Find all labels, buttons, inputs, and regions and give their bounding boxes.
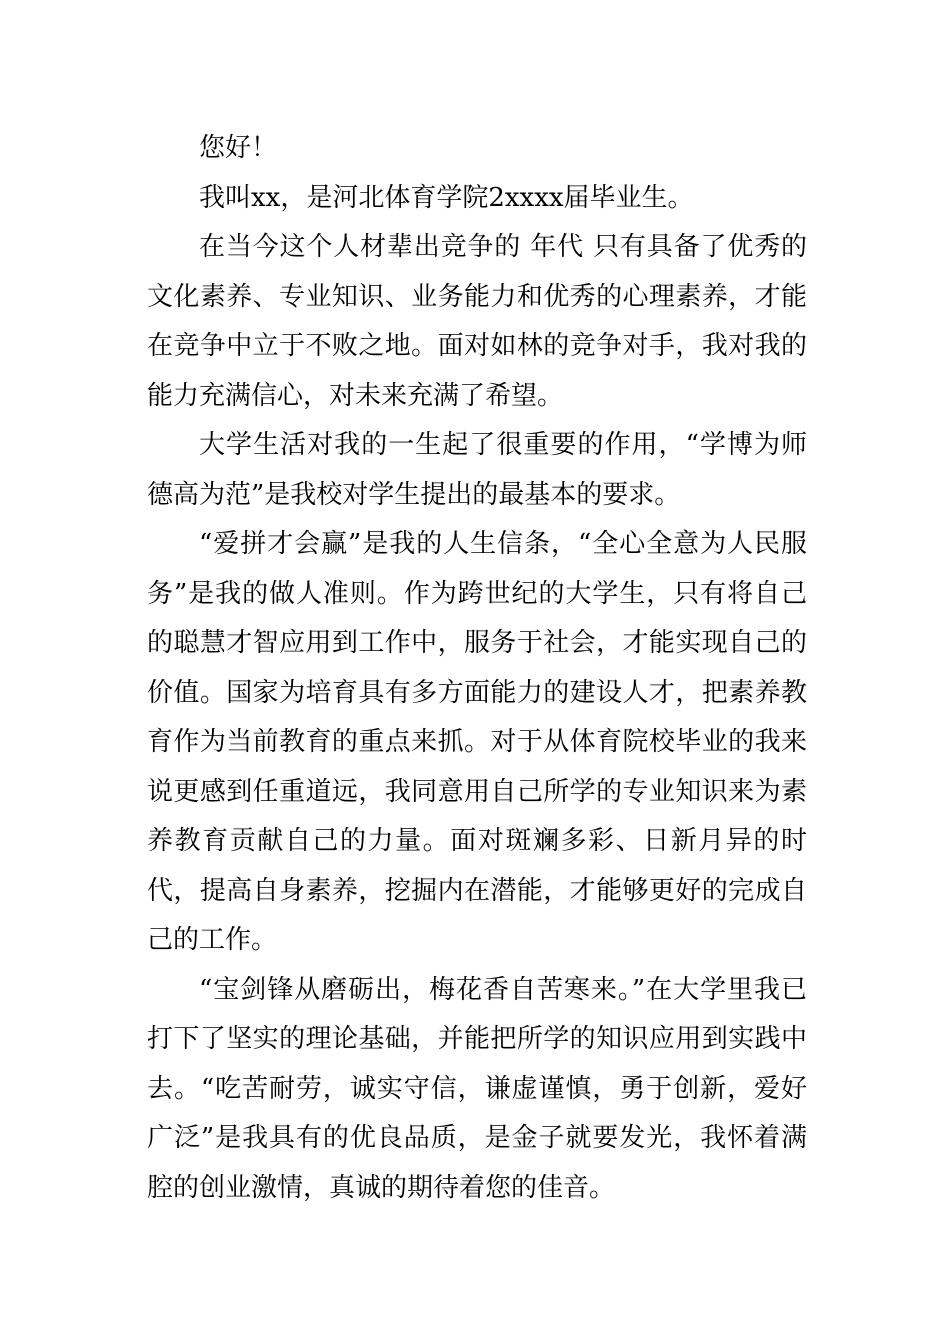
paragraph-motto: “爱拼才会赢”是我的人生信条，“全心全意为人民服务”是我的做人准则。作为跨世纪的大学生，只有将自己的聪慧才智应用到工作中，服务于社会，才能实现自己的价值。国家为培育具有多方面能力的建设人才，把素养教育作为当前教育的重点来抓。对于从体育院校毕业的我来说更感到任重道远，我同意用自己所学的专业知识来为素养教育贡献自己的力量。面对斑斓多彩、日新月异的时代，提高自身素养，挖掘内在潜能，才能够更好的完成自己的工作。	[147, 529, 807, 955]
paragraph-university: 大学生活对我的一生起了很重要的作用，“学博为师德高为范”是我校对学生提出的最基本的要求。	[147, 430, 807, 510]
paragraph-intro: 我叫xx，是河北体育学院2xxxx届毕业生。	[199, 182, 694, 213]
letter-body	[147, 124, 807, 1213]
paragraph-closing: “宝剑锋从磨砺出，梅花香自苦寒来。”在大学里我已打下了坚实的理论基础，并能把所学的知识应用到实践中去。“吃苦耐劳，诚实守信，谦虚谨慎，勇于创新，爱好广泛”是我具有的优良品质，是金子就要发光，我怀着满腔的创业激情，真诚的期待着您的佳音。	[147, 974, 807, 1203]
paragraph-competition: 在当今这个人材辈出竞争的 年代 只有具备了优秀的文化素养、专业知识、业务能力和优秀的心理素养，才能在竞争中立于不败之地。面对如林的竞争对手，我对我的能力充满信心，对未来充满了希望。	[147, 232, 807, 411]
greeting: 您好！	[199, 133, 278, 163]
